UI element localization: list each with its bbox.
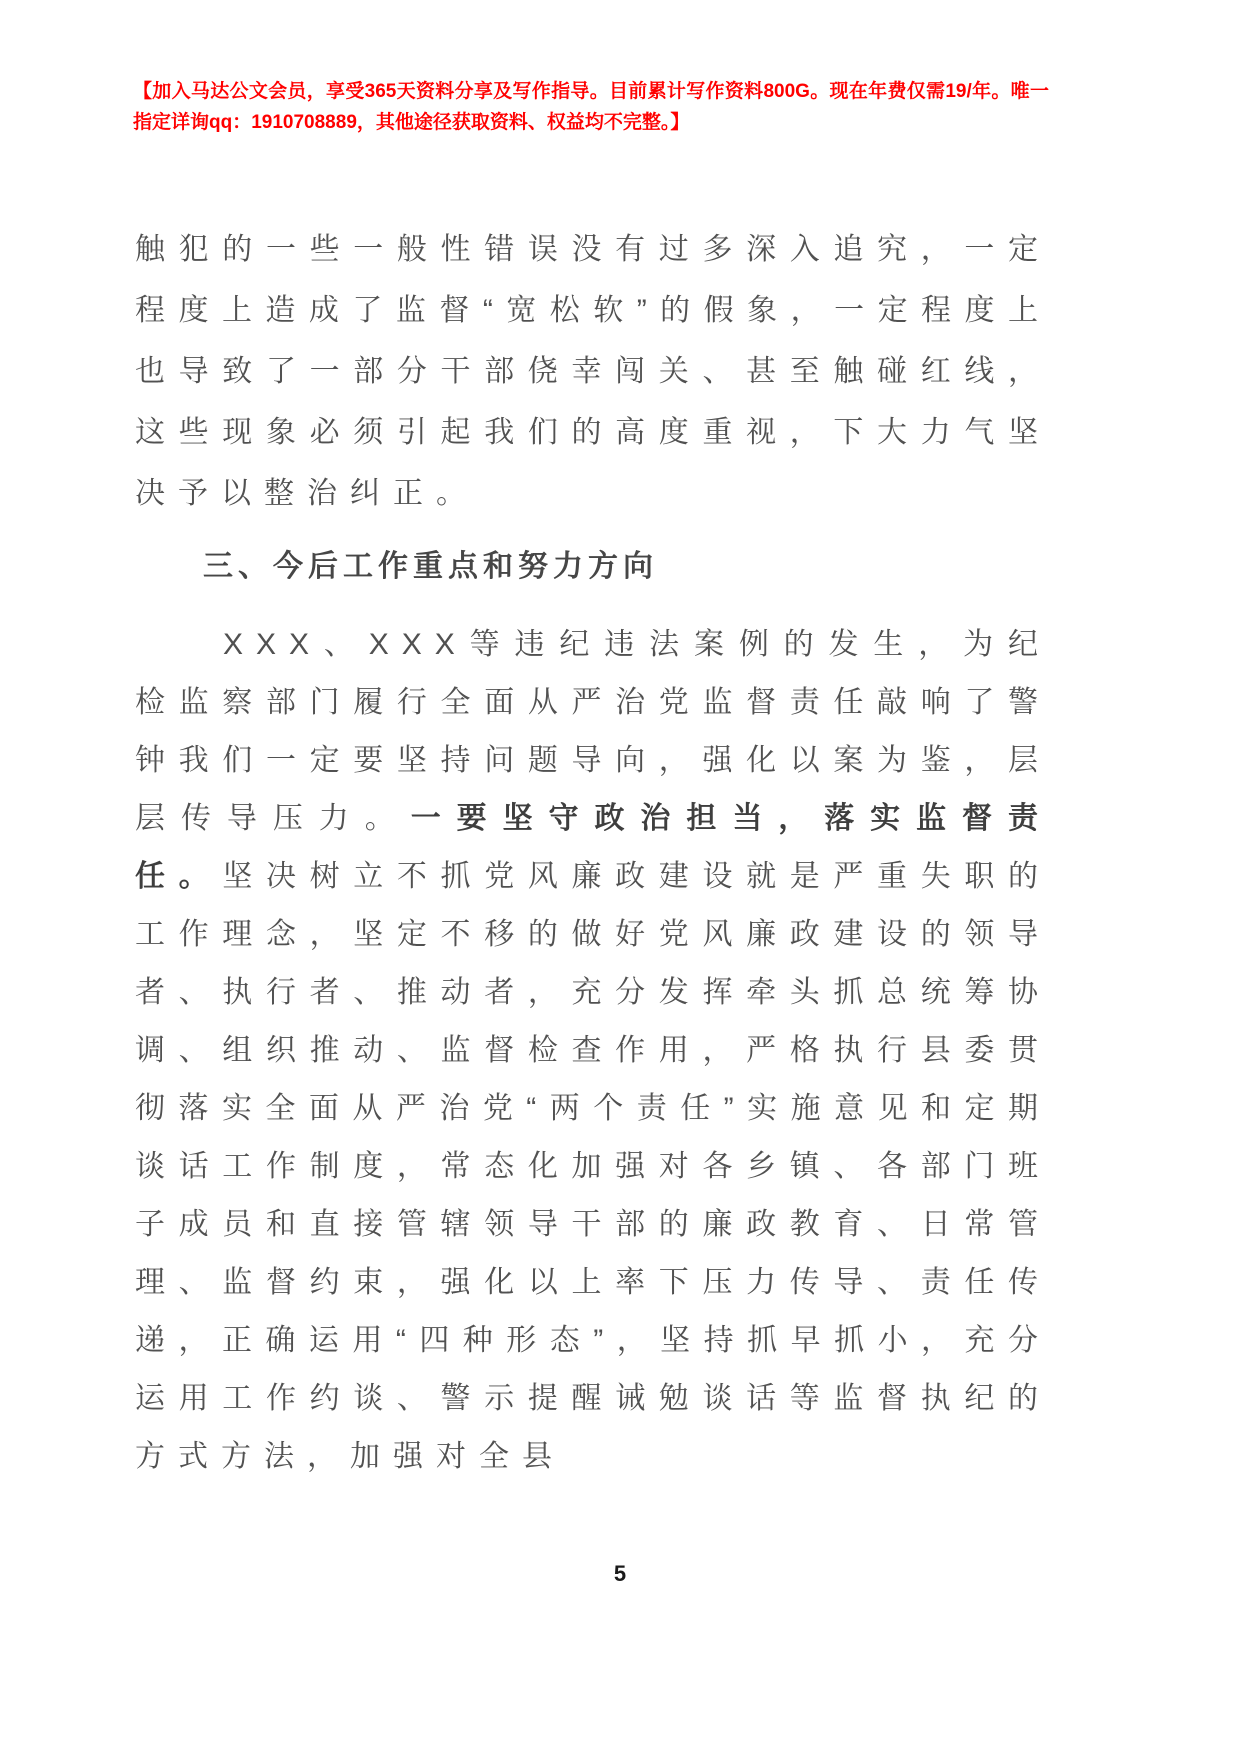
section-heading: 三、今后工作重点和努力方向: [203, 550, 658, 583]
paragraph-main: [135, 616, 1051, 1486]
body-text: XXX、XXX等违纪违法案例的发生，为纪检监察部门履行全面从严治党监督责任敲响了警钟我们一定要坚持问题导向，强化以案为鉴，层层传导压力。: [135, 628, 1051, 835]
body-text: 坚决树立不抓党风廉政建设就是严重失职的工作理念，坚定不移的做好党风廉政建设的领导者、执行者、推动者，充分发挥牵头抓总统筹协调、组织推动、监督检查作用，严格执行县委贯彻落实全面从严治党“两个责任”实施意见和定期谈话工作制度，常态化加强对各乡镇、各部门班子成员和直接管辖领导干部的廉政教育、日常管理、监督约束，强化以上率下压力传导、责任传递，正确运用“四种形态”，坚持抓早抓小，充分运用工作约谈、警示提醒诫勉谈话等监督执纪的方式方法，加强对全县: [135, 860, 1052, 1473]
bold-emphasis-text: 一要坚守政治担当，落实监督责任。: [135, 802, 1052, 893]
membership-notice-banner: 【加入马达公文会员，享受365天资料分享及写作指导。目前累计写作资料800G。现在年费仅需19/年。唯一指定详询qq：1910708889，其他途径获取资料、权益均不完整。】: [133, 81, 1049, 133]
paragraph-continuation: 触犯的一些一般性错误没有过多深入追究，一定程度上造成了监督“宽松软”的假象，一定程度上也导致了一部分干部侥幸闯关、甚至触碰红线，这些现象必须引起我们的高度重视，下大力气坚决予以整治纠正。: [135, 233, 1051, 510]
page-number: 5: [613, 1561, 627, 1586]
